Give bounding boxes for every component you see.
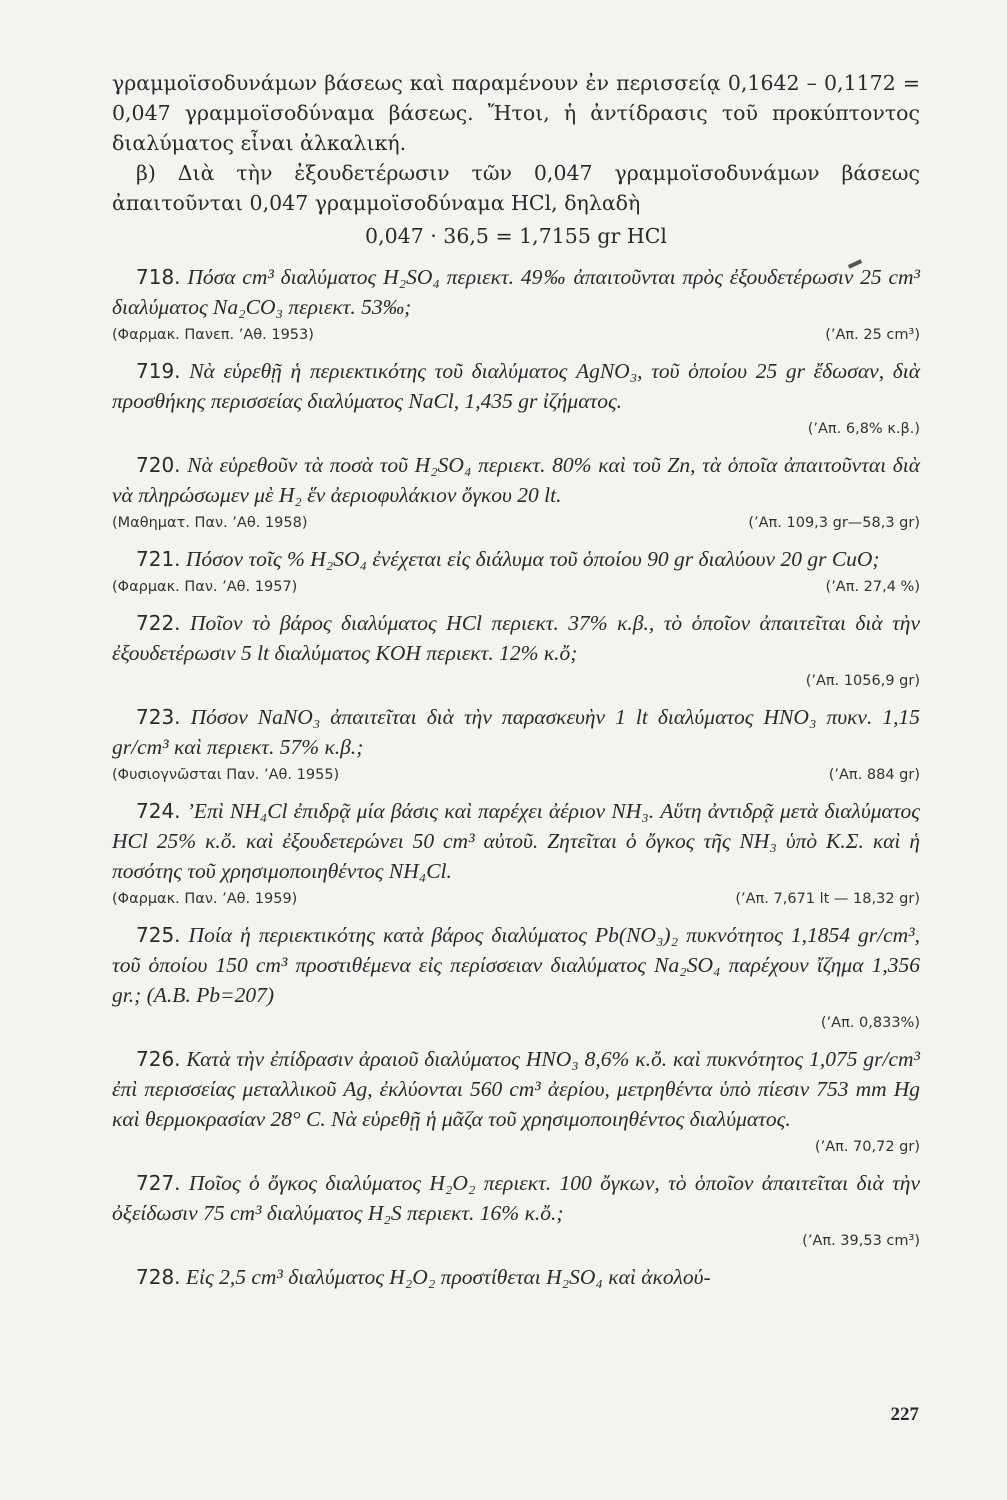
problem-item [112, 920, 920, 1034]
part-beta-paragraph: β) Διὰ τὴν ἐξουδετέρωσιν τῶν 0,047 γραμμοϊσοδυνάμων βάσεως ἀπαιτοῦνται 0,047 γραμμοϊσοδύναμα HCl, δηλαδὴ [112, 161, 920, 215]
problem-statement: Νὰ εὑρεθῇ ἡ περιεκτικότης τοῦ διαλύματος AgNO₃, τοῦ ὁποίου 25 gr ἔδωσαν, διὰ προσθήκης περισσείας διαλύματος NaCl, 1,435 gr ἰζήματος. [112, 359, 920, 413]
problem-meta [112, 764, 920, 786]
problem-item [112, 1044, 920, 1158]
problem-source: (Φαρμακ. Πανεπ. ’Αθ. 1953) [112, 327, 314, 343]
problem-meta [112, 576, 920, 598]
problem-text [112, 1044, 920, 1134]
problem-item [112, 544, 920, 598]
problem-item [112, 356, 920, 440]
problem-answer: (’Απ. 884 gr) [828, 767, 920, 783]
problem-answer: (’Απ. 109,3 gr—58,3 gr) [748, 515, 920, 531]
problem-meta [112, 324, 920, 346]
problem-answer: (’Απ. 1056,9 gr) [805, 673, 920, 689]
problem-number: 718. [136, 265, 181, 289]
problem-answer: (’Απ. 0,833%) [820, 1015, 920, 1031]
problem-meta [112, 670, 920, 692]
problem-statement: Πόσα cm³ διαλύματος H₂SO₄ περιεκτ. 49‰ ἀπαιτοῦνται πρὸς ἐξουδετέρωσιν 25 cm³ διαλύματος Na₂CO₃ περιεκτ. 53‰; [112, 265, 920, 319]
problem-number: 723. [136, 705, 181, 729]
problem-statement: Κατὰ τὴν ἐπίδρασιν ἀραιοῦ διαλύματος HNO₃ 8,6% κ.ὄ. καὶ πυκνότητος 1,075 gr/cm³ ἐπὶ περισσείας μεταλλικοῦ Ag, ἐκλύονται 560 cm³ ἀερίου, μετρηθέντα ὑπὸ πίεσιν 753 mm Hg καὶ θερμοκρασίαν 28° C. Νὰ εὑρεθῇ ἡ μᾶζα τοῦ χρησιμοποιηθέντος διαλύματος. [112, 1047, 920, 1131]
problem-text [112, 262, 920, 322]
problem-item [112, 608, 920, 692]
problem-text [112, 702, 920, 762]
problem-text [112, 544, 920, 574]
problem-text [112, 920, 920, 1010]
hcl-formula: 0,047 · 36,5 = 1,7155 gr HCl [365, 224, 667, 248]
problem-item [112, 1168, 920, 1252]
problem-meta [112, 1230, 920, 1252]
problem-text [112, 356, 920, 416]
page-body [112, 68, 920, 1292]
problem-text [112, 1168, 920, 1228]
problem-number: 725. [136, 923, 181, 947]
problem-number: 727. [136, 1171, 181, 1195]
problem-item [112, 702, 920, 786]
problem-meta [112, 888, 920, 910]
problem-item [112, 262, 920, 346]
problem-number: 722. [136, 611, 181, 635]
problem-text [112, 608, 920, 668]
problem-number: 719. [136, 359, 181, 383]
problem-answer: (’Απ. 25 cm³) [825, 327, 920, 343]
problem-item [112, 1262, 920, 1292]
problem-answer: (’Απ. 7,671 lt — 18,32 gr) [735, 891, 920, 907]
problem-statement: Ποῖον τὸ βάρος διαλύματος HCl περιεκτ. 37% κ.β., τὸ ὁποῖον ἀπαιτεῖται διὰ τὴν ἐξουδετέρωσιν 5 lt διαλύματος KOH περιεκτ. 12% κ.ὄ; [112, 611, 920, 665]
problem-text [112, 796, 920, 886]
problem-statement: ’Επὶ NH₄Cl ἐπιδρᾷ μία βάσις καὶ παρέχει ἀέριον NH₃. Αὕτη ἀντιδρᾷ μετὰ διαλύματος HCl 25% κ.ὄ. καὶ ἐξουδετερώνει 50 cm³ αὐτοῦ. Ζητεῖται ὁ ὄγκος τῆς NH₃ ὑπὸ Κ.Σ. καὶ ἡ ποσότης τοῦ χρησιμοποιηθέντος NH₄Cl. [112, 799, 921, 883]
problem-text [112, 450, 920, 510]
problem-statement: Εἰς 2,5 cm³ διαλύματος H₂O₂ προστίθεται H₂SO₄ καὶ ἀκολού- [185, 1265, 711, 1289]
problem-number: 720. [136, 453, 181, 477]
intro-paragraph: γραμμοϊσοδυνάμων βάσεως καὶ παραμένουν ἐν περισσείᾳ 0,1642 – 0,1172 = 0,047 γραμμοϊσοδύναμα βάσεως. Ἤτοι, ἡ ἀντίδρασις τοῦ προκύπτοντος διαλύματος εἶναι ἀλκαλική. [112, 71, 920, 155]
problem-number: 724. [136, 799, 181, 823]
problem-statement: Πόσον NaNO₃ ἀπαιτεῖται διὰ τὴν παρασκευὴν 1 lt διαλύματος HNO₃ πυκν. 1,15 gr/cm³ καὶ περιεκτ. 57% κ.β.; [112, 705, 920, 759]
problem-source: (Φαρμακ. Παν. ’Αθ. 1959) [112, 891, 298, 907]
problem-answer: (’Απ. 6,8% κ.β.) [807, 421, 920, 437]
problem-source: (Μαθηματ. Παν. ’Αθ. 1958) [112, 515, 308, 531]
problem-statement: Νὰ εὑρεθοῦν τὰ ποσὰ τοῦ H₂SO₄ περιεκτ. 80% καὶ τοῦ Zn, τὰ ὁποῖα ἀπαιτοῦνται διὰ νὰ πληρώσωμεν μὲ H₂ ἕν ἀεριοφυλάκιον ὄγκου 20 lt. [112, 453, 921, 507]
problem-statement: Πόσον τοῖς % H₂SO₄ ἐνέχεται εἰς διάλυμα τοῦ ὁποίου 90 gr διαλύουν 20 gr CuO; [185, 547, 880, 571]
problem-list [112, 262, 920, 1292]
problem-item [112, 796, 920, 910]
problem-meta [112, 418, 920, 440]
problem-statement: Ποία ἡ περιεκτικότης κατὰ βάρος διαλύματος Pb(NO₃)₂ πυκνότητος 1,1854 gr/cm³, τοῦ ὁποίου 150 cm³ προστιθέμενα εἰς περίσσειαν διαλύματος Na₂SO₄ παρέχουν ἴζημα 1,356 gr.; (A.B. Pb=207) [112, 923, 920, 1007]
problem-source: (Φαρμακ. Παν. ’Αθ. 1957) [112, 579, 298, 595]
problem-meta [112, 1012, 920, 1034]
problem-item [112, 450, 920, 534]
problem-number: 728. [136, 1265, 181, 1289]
problem-statement: Ποῖος ὁ ὄγκος διαλύματος H₂O₂ περιεκτ. 100 ὄγκων, τὸ ὁποῖον ἀπαιτεῖται διὰ τὴν ὀξείδωσιν 75 cm³ διαλύματος H₂S περιεκτ. 16% κ.ὄ.; [112, 1171, 920, 1225]
problem-text [112, 1262, 920, 1292]
page-number: 227 [890, 1404, 919, 1425]
problem-source: (Φυσιογνῶσται Παν. ’Αθ. 1955) [112, 767, 340, 783]
problem-meta [112, 512, 920, 534]
problem-number: 726. [136, 1047, 181, 1071]
problem-meta [112, 1136, 920, 1158]
problem-answer: (’Απ. 27,4 %) [825, 579, 920, 595]
problem-answer: (’Απ. 39,53 cm³) [802, 1233, 920, 1249]
problem-number: 721. [136, 547, 181, 571]
problem-answer: (’Απ. 70,72 gr) [814, 1139, 920, 1155]
